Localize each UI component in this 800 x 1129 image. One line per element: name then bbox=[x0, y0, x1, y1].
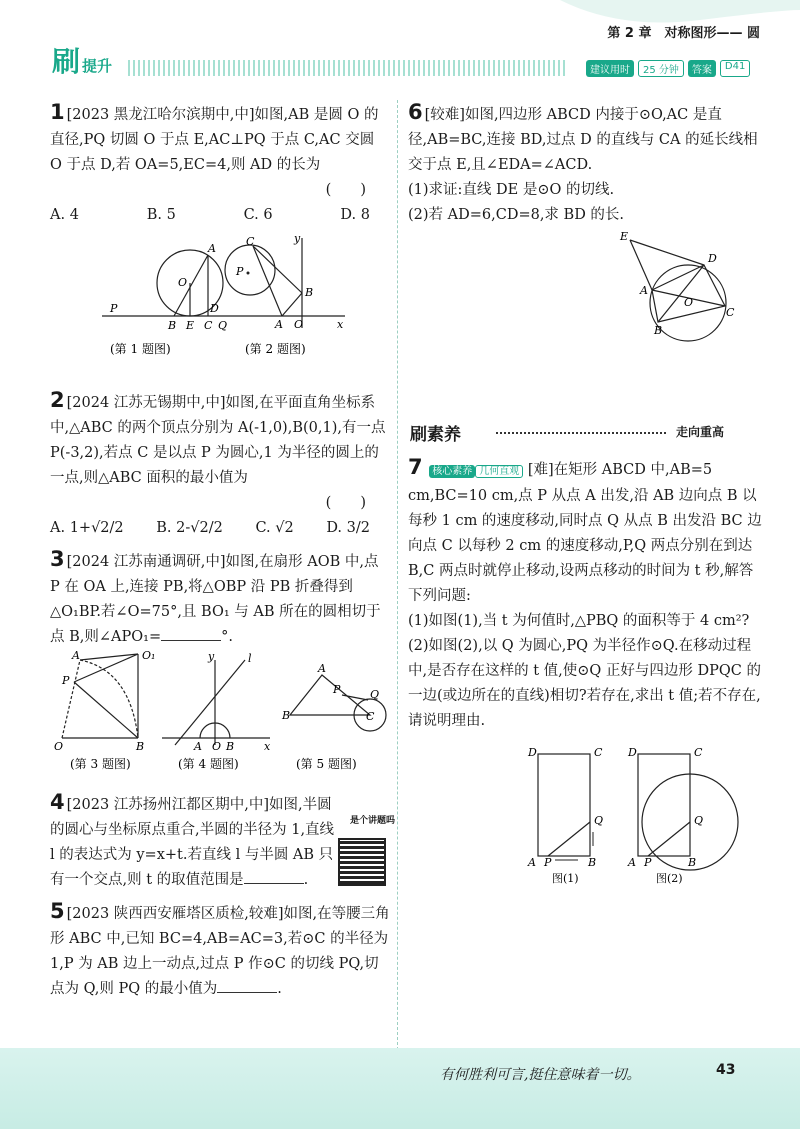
question-3: 3 [2024 江苏南通调研,中]如图,在扇形 AOB 中,点 P 在 OA 上,连接 PB,将△OBP 沿 PB 折叠得到△O₁BP.若∠O=75°,且 BO₁ 与 AB 所在的圆相切于点 B,则∠APO₁= °. A O₁ P O B (第 3 题图) y l A O B x (第 4 题图) B A P Q C (第 5 题图) bbox=[50, 547, 390, 784]
svg-text:C: C bbox=[366, 710, 375, 723]
figures-1-2 bbox=[50, 228, 390, 373]
figure-6 bbox=[408, 228, 763, 353]
svg-text:y: y bbox=[208, 650, 215, 663]
figure-7-2 bbox=[627, 746, 738, 884]
figures-3-5 bbox=[50, 650, 390, 775]
svg-text:A: A bbox=[318, 662, 326, 675]
footer-motto: 有何胜利可言,挺住意味着一切。 bbox=[440, 1067, 641, 1083]
question-number: 6 bbox=[408, 100, 423, 124]
sub-question-1: (1)求证:直线 DE 是⊙O 的切线. bbox=[408, 182, 615, 198]
question-4: 4 [2023 江苏扬州江都区期中,中]如图,半圆的圆心与坐标原点重合,半圆的半径为 1,直线 l 的表达式为 y=x+t.若直线 l 与半圆 AB 只有一个交点,则 t 的取值范围是 . bbox=[50, 790, 335, 888]
figure-1 bbox=[102, 242, 227, 356]
svg-text:(第 1 题图): (第 1 题图) bbox=[110, 342, 171, 356]
svg-text:(第 2 题图): (第 2 题图) bbox=[245, 342, 306, 356]
svg-text:B: B bbox=[226, 740, 235, 753]
svg-text:图(2): 图(2) bbox=[656, 872, 683, 884]
svg-text:l: l bbox=[248, 652, 252, 665]
column-divider bbox=[397, 100, 398, 1050]
option-b[interactable]: B. 5 bbox=[146, 207, 176, 223]
option-a[interactable]: A. 4 bbox=[50, 207, 79, 223]
qr-label: 是个讲题吗 bbox=[350, 816, 396, 826]
svg-text:P: P bbox=[110, 302, 118, 315]
svg-text:E: E bbox=[620, 230, 629, 243]
svg-text:O: O bbox=[212, 740, 222, 753]
svg-text:x: x bbox=[264, 740, 271, 753]
svg-text:B: B bbox=[688, 856, 697, 869]
svg-text:B: B bbox=[282, 709, 291, 722]
svg-text:图(1): 图(1) bbox=[552, 872, 579, 884]
svg-text:O: O bbox=[684, 296, 694, 309]
figure-3 bbox=[54, 650, 155, 771]
sub-question-2: (2)如图(2),以 Q 为圆心,PQ 为半径作⊙Q.在移动过程中,是否存在这样的 t 值,使⊙Q 正好与四边形 DPQC 的一边(或边所在的直线)相切?若存在,求出 t 值;若不存在,请说明理由. bbox=[408, 638, 761, 729]
option-d[interactable]: D. 3/2 bbox=[326, 520, 370, 536]
svg-text:Q: Q bbox=[694, 814, 704, 827]
svg-text:C: C bbox=[246, 235, 255, 248]
question-6 bbox=[408, 100, 763, 362]
svg-text:P: P bbox=[333, 683, 341, 696]
svg-text:A: A bbox=[72, 650, 80, 662]
sub-question-2: (2)若 AD=6,CD=8,求 BD 的长. bbox=[408, 207, 625, 223]
option-c[interactable]: C. √2 bbox=[255, 520, 294, 536]
answer-page: D41 bbox=[720, 60, 750, 77]
svg-text:P: P bbox=[62, 674, 70, 687]
question-number: 3 bbox=[50, 547, 65, 571]
svg-text:B: B bbox=[136, 740, 145, 753]
question-number: 1 bbox=[50, 100, 65, 124]
figures-7 bbox=[408, 734, 763, 884]
svg-text:O₁: O₁ bbox=[142, 650, 156, 662]
question-5: 5 [2023 陕西西安雁塔区质检,较难]如图,在等腰三角形 ABC 中,已知 BC=4,AB=AC=3,若⊙C 的半径为 1,P 为 AB 边上一动点,过点 P 作⊙C 的切线 PQ,切点为 Q,则 PQ 的最小值为 . bbox=[50, 899, 390, 997]
svg-text:A: A bbox=[528, 856, 536, 869]
option-d[interactable]: D. 8 bbox=[340, 207, 370, 223]
options bbox=[50, 516, 390, 541]
figure-2 bbox=[220, 232, 345, 356]
option-b[interactable]: B. 2-√2/2 bbox=[156, 520, 223, 536]
brand-small: 提升 bbox=[82, 57, 113, 75]
svg-text:(第 3 题图): (第 3 题图) bbox=[70, 757, 131, 771]
footer-band bbox=[0, 1048, 800, 1129]
question-number: 5 bbox=[50, 899, 65, 923]
svg-text:(第 4 题图): (第 4 题图) bbox=[178, 757, 239, 771]
brand-big: 刷 bbox=[52, 45, 81, 78]
question-text: [较难]如图,四边形 ABCD 内接于⊙O,AC 是直径,AB=BC,连接 BD,过点 D 的直线与 CA 的延长线相交于点 E,且∠EDA=∠ACD. bbox=[408, 107, 758, 173]
decorative-dot-bar bbox=[128, 60, 568, 76]
section-title: 刷素养 bbox=[410, 425, 461, 445]
question-7 bbox=[408, 455, 763, 893]
svg-text:P: P bbox=[644, 856, 652, 869]
answer-paren: ( ) bbox=[325, 182, 366, 198]
svg-text:Q: Q bbox=[370, 688, 380, 701]
time-value: 25 分钟 bbox=[638, 60, 684, 77]
svg-text:A: A bbox=[640, 284, 648, 297]
right-column bbox=[408, 100, 763, 368]
answer-blank[interactable] bbox=[217, 978, 277, 993]
svg-text:A: A bbox=[194, 740, 202, 753]
question-text: [2023 陕西西安雁塔区质检,较难]如图,在等腰三角形 ABC 中,已知 BC=4,AB=AC=3,若⊙C 的半径为 1,P 为 AB 边上一动点,过点 P 作⊙C 的切线 PQ,切点为 Q,则 PQ 的最小值为 bbox=[50, 906, 390, 997]
question-number: 2 bbox=[50, 388, 65, 412]
svg-text:D: D bbox=[210, 302, 219, 315]
svg-text:O: O bbox=[294, 318, 304, 331]
svg-text:Q: Q bbox=[594, 814, 604, 827]
svg-text:D: D bbox=[708, 252, 717, 265]
question-text: [2024 江苏无锡期中,中]如图,在平面直角坐标系中,△ABC 的两个顶点分别为 A(-1,0),B(0,1),有一点 P(-3,2),若点 C 是以点 P 为圆心,1 为半径的圆上的一点,则△ABC 面积的最小值为 bbox=[50, 395, 386, 486]
svg-text:Q: Q bbox=[218, 319, 228, 332]
tag-core: 核心素养 bbox=[429, 465, 475, 478]
qr-code-icon[interactable] bbox=[338, 838, 386, 886]
svg-text:C: C bbox=[204, 319, 213, 332]
svg-text:A: A bbox=[208, 242, 216, 255]
question-number: 7 bbox=[408, 455, 423, 479]
svg-text:y: y bbox=[294, 232, 301, 245]
question-text: [2023 黑龙江哈尔滨期中,中]如图,AB 是圆 O 的直径,PQ 切圆 O 于点 E,AC⊥PQ 于点 C,AC 交圆 O 于点 D,若 OA=5,EC=4,则 AD 的长为 bbox=[50, 107, 379, 173]
svg-text:D: D bbox=[628, 746, 637, 759]
option-a[interactable]: A. 1+√2/2 bbox=[50, 520, 124, 536]
svg-text:C: C bbox=[726, 306, 735, 319]
svg-text:P: P bbox=[236, 265, 244, 278]
svg-text:C: C bbox=[594, 746, 603, 759]
figure-4 bbox=[162, 650, 271, 771]
svg-text:O: O bbox=[54, 740, 64, 753]
svg-text:C: C bbox=[694, 746, 703, 759]
figure-7-1 bbox=[527, 746, 603, 884]
svg-text:O: O bbox=[178, 276, 188, 289]
time-box bbox=[586, 60, 750, 77]
question-text: [难]在矩形 ABCD 中,AB=5 cm,BC=10 cm,点 P 从点 A 出发,沿 AB 边向点 B 以每秒 1 cm 的速度移动,同时点 Q 从点 B 出发沿 BC 边向点 C 以每秒 2 cm 的速度移动,P,Q 两点分别在到达 B,C 两点时就停止移动,设两点移动的时间为 t 秒,解答下列问题: bbox=[408, 462, 762, 604]
svg-text:B: B bbox=[588, 856, 597, 869]
svg-text:B: B bbox=[654, 324, 663, 337]
svg-text:A: A bbox=[275, 318, 283, 331]
section-brand bbox=[52, 45, 113, 78]
tag-geometry: 几何直观 bbox=[475, 465, 523, 478]
option-c[interactable]: C. 6 bbox=[243, 207, 273, 223]
answer-label: 答案 bbox=[688, 60, 716, 77]
answer-paren: ( ) bbox=[325, 495, 366, 511]
options bbox=[50, 203, 390, 228]
page-number: 43 bbox=[716, 1062, 736, 1078]
svg-text:B: B bbox=[168, 319, 177, 332]
question-2 bbox=[50, 388, 390, 541]
svg-text:(第 5 题图): (第 5 题图) bbox=[296, 757, 357, 771]
section-right-label: 走向重高 bbox=[676, 425, 725, 439]
chapter-title: 第 2 章 对称图形—— 圆 bbox=[607, 26, 760, 41]
svg-text:E: E bbox=[186, 319, 195, 332]
svg-text:A: A bbox=[628, 856, 636, 869]
sub-question-1: (1)如图(1),当 t 为何值时,△PBQ 的面积等于 4 cm²? bbox=[408, 613, 750, 629]
svg-text:P: P bbox=[544, 856, 552, 869]
question-number: 4 bbox=[50, 790, 65, 814]
answer-blank[interactable] bbox=[244, 869, 304, 884]
question-1 bbox=[50, 100, 390, 382]
answer-blank[interactable] bbox=[161, 626, 221, 641]
section-divider-arrow bbox=[496, 432, 666, 434]
question-text: [2024 江苏南通调研,中]如图,在扇形 AOB 中,点 P 在 OA 上,连接 PB,将△OBP 沿 PB 折叠得到△O₁BP.若∠O=75°,且 BO₁ 与 AB 所在的圆相切于点 B,则∠APO₁= bbox=[50, 554, 381, 645]
svg-text:B: B bbox=[305, 286, 314, 299]
svg-text:D: D bbox=[528, 746, 537, 759]
figure-5 bbox=[281, 662, 386, 771]
time-label: 建议用时 bbox=[586, 60, 634, 77]
question-text: [2023 江苏扬州江都区期中,中]如图,半圆的圆心与坐标原点重合,半圆的半径为 1,直线 l 的表达式为 y=x+t.若直线 l 与半圆 AB 只有一个交点,则 t 的取值范围是 bbox=[50, 797, 335, 888]
svg-text:x: x bbox=[337, 318, 344, 331]
